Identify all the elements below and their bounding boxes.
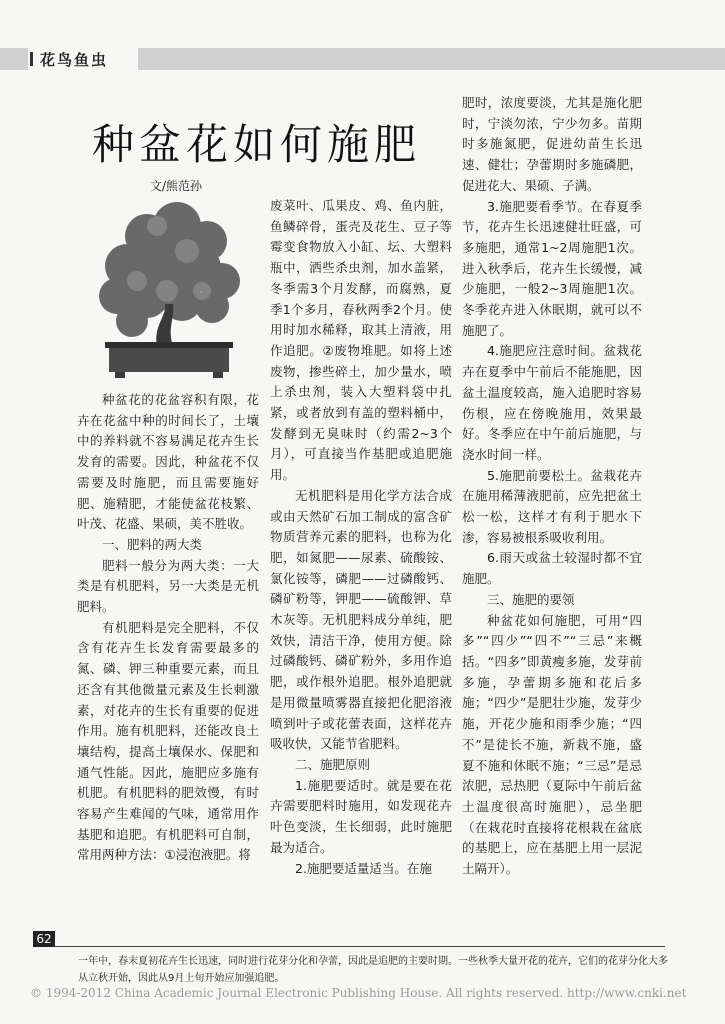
bonsai-illustration — [87, 196, 247, 386]
article-author: 文/熊范孙 — [150, 179, 203, 193]
paragraph: 5.施肥前要松土。盆栽花卉在施用稀薄液肥前，应先把盆土松一松，这样才有利于肥水下渗，容易被根系吸收利用。 — [462, 467, 642, 545]
paragraph: 6.雨天或盆土较湿时都不宜施肥。 — [462, 550, 642, 587]
text-column-2 — [270, 196, 452, 879]
section-header-bar — [0, 48, 725, 70]
section-heading: 二、施肥原则 — [295, 756, 371, 772]
bonsai-photo — [87, 196, 247, 386]
paragraph: 无机肥料是用化学方法合成或由天然矿石加工制成的富含矿物质营养元素的肥料，也称为化肥，如氮肥——尿素、硫酸铵、氯化铵等，磷肥——过磷酸钙、磷矿粉等，钾肥——硫酸钾、草木灰等。无机肥料成分单纯，肥效快，清洁干净，使用方便。除过磷酸钙、磷矿粉外，多用作追肥，或作根外追肥。根外追肥就是用微量喷雾器直接把化肥溶液喷到叶子或花蕾表面，这样花卉吸收快，又能节省肥料。 — [270, 487, 452, 752]
paragraph: 肥料一般分为两大类：一大类是有机肥料，另一大类是无机肥料。 — [77, 557, 259, 615]
article-title: 种盆花如何施肥 — [92, 120, 422, 169]
paragraph: 肥时，浓度要淡，尤其是施化肥时，宁淡勿浓，宁少勿多。苗期时多施氮肥，促进幼苗生长迅速、健壮；孕蕾期时多施磷肥，促进花大、果硕、子满。 — [462, 95, 642, 193]
paragraph: 种盆花的花盆容积有限，花卉在花盆中种的时间长了，土壤中的养料就不容易满足花卉生长发育的需要。因此，种盆花不仅需要及时施肥，而且需要施好肥、施精肥，才能使盆花枝繁、叶茂、花盛、果硕，美不胜收。 — [77, 392, 259, 532]
paragraph: 2.施肥要适量适当。在施 — [295, 860, 432, 876]
section-heading: 三、施肥的要领 — [487, 591, 575, 607]
footnote: 一年中，春末夏初花卉生长迅速，同时进行花芽分化和孕蕾，因此是追肥的主要时期。一些秋季大量开花的花卉，它们的花芽分化大多从立秋开始，因此从9月上旬开始应加强追肥。 — [78, 956, 668, 984]
text-column-3 — [462, 93, 642, 880]
section-label: 花鸟鱼虫 — [40, 51, 109, 69]
section-heading: 一、肥料的两大类 — [102, 536, 203, 552]
footer-rule — [55, 946, 665, 947]
section-marker — [30, 52, 33, 66]
text-column-1 — [77, 390, 259, 866]
paragraph: 废菜叶、瓜果皮、鸡、鱼内脏，鱼鳞碎骨，蛋壳及花生、豆子等霉变食物放入小缸、坛、大塑料瓶中，洒些杀虫剂，加水盖紧，冬季需3个月发酵，而腐熟，夏季1个多月，春秋两季2个月。使用时加水稀释，取其上清液，用作追肥。②废物堆肥。如将上述废物，掺些碎土，加少量水，喷上杀虫剂，装入大塑料袋中扎紧，或者放到有盖的塑料桶中，发酵到无臭味时（约需2~3个月），可直接当作基肥或追肥施用。 — [270, 198, 452, 483]
page-number: 62 — [33, 931, 55, 947]
paragraph: 1.施肥要适时。就是要在花卉需要肥料时施用，如发现花卉叶色变淡，生长细弱，此时施肥最为适合。 — [270, 777, 452, 855]
paragraph: 种盆花如何施肥，可用“四多”“四少”“四不”“三忌”来概括。“四多”即黄瘦多施，发芽前多施，孕蕾期多施和花后多施；“四少”是肥壮少施，发芽少施，开花少施和雨季少施；“四不”是徒长不施，新栽不施，盛夏不施和休眠不施；“三忌”是忌浓肥，忌热肥（夏际中午前后盆土温度很高时施肥），忌坐肥（在栽花时直接将花根栽在盆底的基肥上，应在基肥上用一层泥土隔开）。 — [462, 612, 642, 877]
paragraph: 4.施肥应注意时间。盆栽花卉在夏季中午前后不能施肥，因盆土温度较高，施入追肥时容易伤根，应在傍晚施用，效果最好。冬季应在中午前后施肥，与浇水时间一样。 — [462, 343, 642, 462]
paragraph: 3.施肥要看季节。在春夏季节，花卉生长迅速健壮旺盛，可多施肥，通常1~2周施肥1次。进入秋季后，花卉生长缓慢，减少施肥，一般2~3周施肥1次。冬季花卉进入休眠期，就可以不施肥了。 — [462, 198, 642, 338]
paragraph: 有机肥料是完全肥料，不仅含有花卉生长发育需要最多的氮、磷、钾三种重要元素，而且还含有其他微量元素及生长刺激素，对花卉的生长有重要的促进作用。施有机肥料，还能改良土壤结构，提高土壤保水、保肥和通气性能。因此，施肥应多施有机肥。有机肥料的肥效慢，有时容易产生难闻的气味，通常用作基肥和追肥。有机肥料可自制，常用两种方法：①浸泡液肥。将 — [77, 619, 259, 863]
copyright-line: © 1994-2012 China Academic Journal Electronic Publishing House. All rights reserved. http://www.cnki.net — [30, 986, 687, 1000]
